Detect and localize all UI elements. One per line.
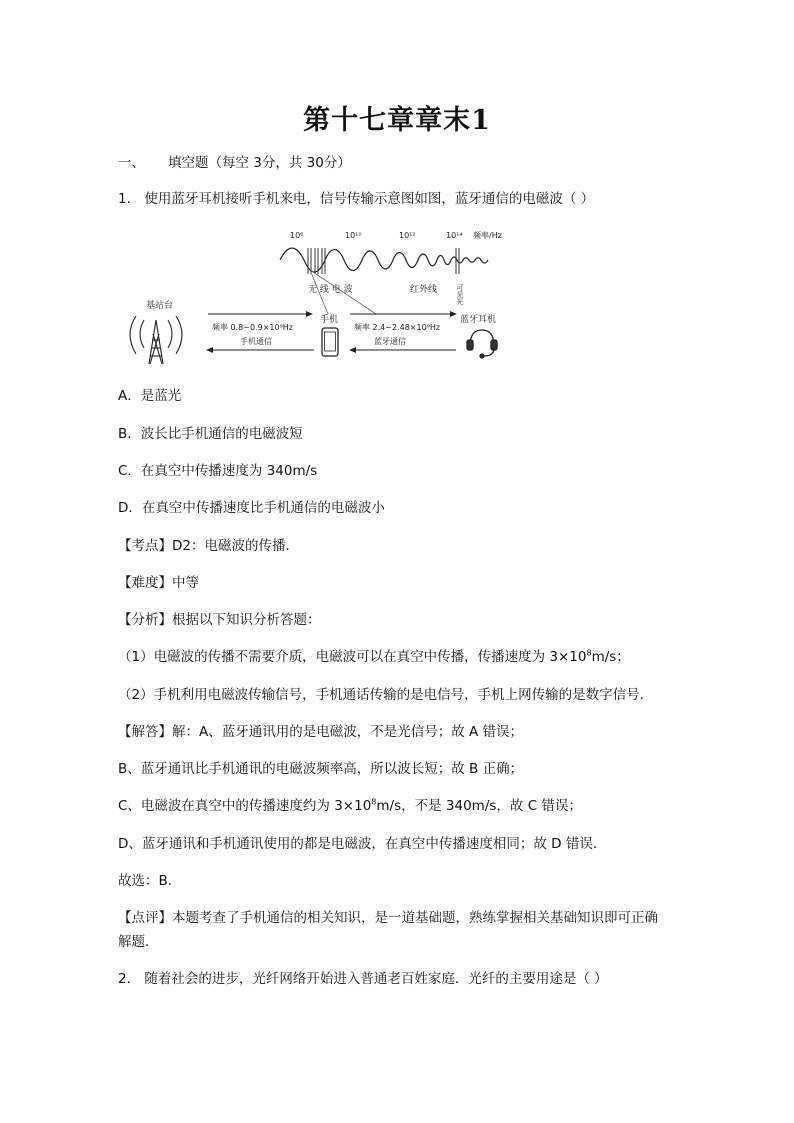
headset-label: 蓝牙耳机	[460, 315, 497, 325]
headset-icon	[467, 330, 497, 358]
bluetooth-frequency-label: 频率 2.4~2.48×10⁹Hz	[354, 323, 441, 332]
option-c: C．在真空中传播速度为 340m/s	[118, 463, 318, 479]
frequency-axis-label: 频率/Hz	[473, 231, 502, 240]
solution-c: C、电磁波在真空中的传播速度约为 $3\times 10^8m/s$，不是 340m/s，故 C 错误；	[118, 797, 582, 814]
phone-comm-label: 手机通信	[240, 337, 272, 346]
option-b: B．波长比手机通信的电磁波短	[118, 426, 303, 442]
comment-line-1: 【点评】本题考查了手机通信的相关知识，是一道基础题，熟练掌握相关基础知识即可正确	[118, 910, 658, 926]
analysis-heading: 【分析】根据以下知识分析答题：	[118, 612, 321, 628]
option-a: A．是蓝光	[118, 388, 182, 404]
tick-label: 10¹⁰	[345, 231, 362, 240]
analysis-point-1: （1）电磁波的传播不需要介质，电磁波可以在真空中传播，传播速度为 $3\times 10^8m/s$；	[118, 648, 630, 665]
answer: 故选：B．	[118, 873, 182, 889]
phone-frequency-label: 频率 0.8~0.9×10⁹Hz	[212, 323, 293, 332]
section-label: 填空题（每空 3分，共 30分）	[168, 155, 351, 171]
arrow-head	[206, 347, 213, 353]
arrow-head	[349, 347, 356, 353]
signal-transmission-diagram	[118, 222, 508, 372]
page-title: 第十七章章末1	[303, 105, 491, 136]
base-station-icon	[130, 316, 182, 364]
tick-label: 10⁶	[290, 231, 304, 240]
section-heading	[118, 153, 351, 173]
solution-d: D、蓝牙通讯和手机通讯使用的都是电磁波，在真空中传播速度相同；故 D 错误．	[118, 836, 607, 852]
analysis-point-2: （2）手机利用电磁波传输信号，手机通话传输的是电信号，手机上网传输的是数字信号．	[118, 687, 654, 703]
difficulty: 【难度】中等	[118, 575, 199, 591]
arrow-head	[306, 311, 313, 317]
base-station-label: 基站台	[146, 301, 174, 311]
arrow-head	[450, 311, 457, 317]
radio-wave-label: 无 线 电 波	[308, 285, 353, 295]
kaodian: 【考点】D2：电磁波的传播．	[118, 538, 299, 554]
phone-icon	[322, 328, 338, 356]
tick-label: 10¹²	[399, 231, 416, 240]
option-d: D．在真空中传播速度比手机通信的电磁波小	[118, 500, 385, 516]
section-number: 一、	[118, 155, 145, 171]
question-1-stem: 1． 使用蓝牙耳机接听手机来电，信号传输示意图如图，蓝牙通信的电磁波（ ）	[118, 191, 595, 207]
bluetooth-comm-label: 蓝牙通信	[374, 337, 406, 346]
infrared-label: 红外线	[410, 285, 438, 295]
phone-label: 手机	[320, 315, 339, 325]
visible-light-label: 可见光	[456, 284, 464, 305]
solution-b: B、蓝牙通讯比手机通讯的电磁波频率高，所以波长短；故 B 正确；	[118, 761, 524, 777]
tick-label: 10¹⁴	[446, 231, 463, 240]
question-2-stem: 2． 随着社会的进步，光纤网络开始进入普通老百姓家庭．光纤的主要用途是（ ）	[118, 971, 608, 987]
solution-a: 【解答】解：A、蓝牙通讯用的是电磁波，不是光信号；故 A 错误；	[118, 724, 524, 740]
comment-line-2: 解题．	[118, 934, 159, 950]
